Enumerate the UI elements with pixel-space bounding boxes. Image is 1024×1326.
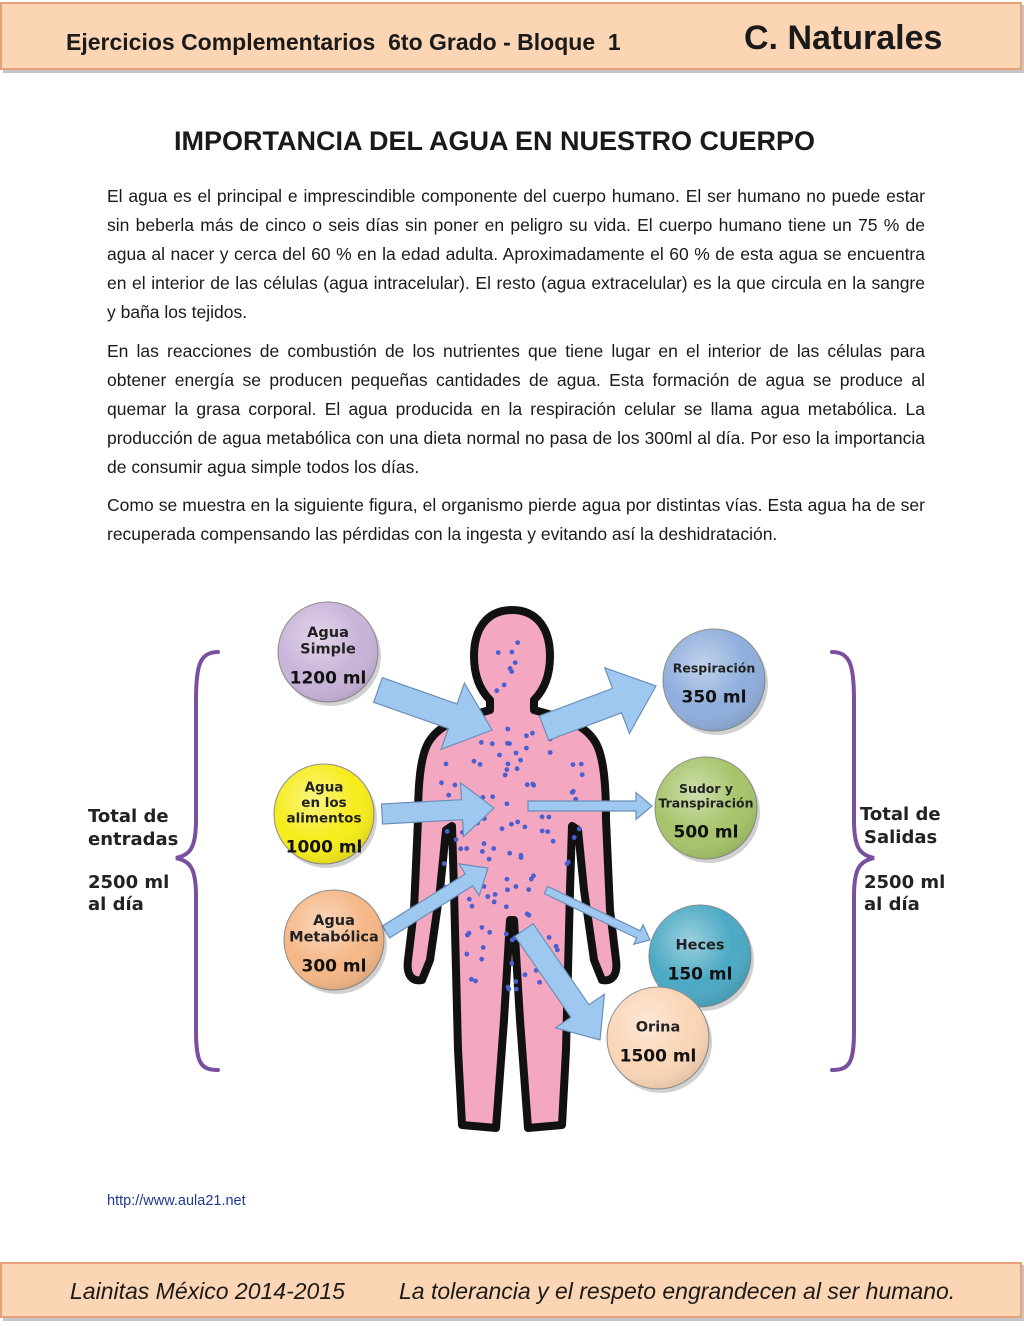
body-dot (480, 849, 485, 854)
circle-agua-alimentos-amount: 1000 ml (285, 837, 363, 858)
body-dot (514, 987, 519, 992)
circle-respiracion-label: Respiración (672, 660, 756, 676)
body-dot (442, 861, 447, 866)
body-dot (482, 841, 487, 846)
circle-agua-metabolica (284, 890, 387, 994)
body-dot (530, 782, 535, 787)
body-dot (548, 750, 553, 755)
body-dot (547, 935, 552, 940)
body-dot (504, 932, 509, 937)
footer-banner (0, 1262, 1022, 1318)
body-dot (515, 820, 520, 825)
body-dot (540, 814, 545, 819)
total-out-amount1: 2500 ml (864, 872, 946, 893)
water-balance-figure (0, 590, 1024, 1150)
total-in-amount2: al día (88, 894, 144, 915)
footer-school: Lainitas México 2014-2015 (70, 1278, 345, 1304)
body-dot (453, 783, 458, 788)
paragraph-3: Como se muestra en la siguiente figura, el organismo pierde agua por distintas vías. Esta agua ha de ser recuperada compensando las pérdidas con la ingesta y evitando así la deshidratación. (107, 495, 925, 544)
circle-agua-alimentos (274, 764, 377, 868)
circle-agua-simple-amount: 1200 ml (289, 668, 367, 689)
body-dot (523, 825, 528, 830)
total-in-line2: entradas (88, 829, 179, 850)
body-dot (479, 740, 484, 745)
body-dot (458, 846, 463, 851)
circle-agua-alimentos-label: alimentos (286, 810, 362, 827)
circle-heces-label: Heces (675, 937, 725, 954)
body-dot (509, 961, 514, 966)
body-dot (531, 873, 536, 878)
body-silhouette (408, 610, 617, 1128)
body-dot (465, 933, 470, 938)
circle-respiracion-amount: 350 ml (681, 687, 747, 708)
circle-sudor-amount: 500 ml (673, 822, 739, 843)
body-dot (439, 780, 444, 785)
body-dot (580, 772, 585, 777)
body-dot (472, 759, 477, 764)
body-dot (494, 688, 499, 693)
footer-motto: La tolerancia y el respeto engrandecen al ser humano. (399, 1278, 956, 1304)
body-dot (485, 894, 490, 899)
body-dot (547, 815, 552, 820)
body-dot (527, 913, 532, 918)
body-dot (579, 762, 584, 767)
body-dot (510, 650, 515, 655)
body-dot (467, 897, 472, 902)
body-dot (524, 746, 529, 751)
body-dot (514, 751, 519, 756)
body-dot (571, 762, 576, 767)
body-dot (504, 767, 509, 772)
body-dot (487, 930, 492, 935)
body-dot (473, 979, 478, 984)
body-dot (572, 835, 577, 840)
body-dot (505, 887, 510, 892)
circle-orina-label: Orina (635, 1019, 681, 1036)
right-brace (832, 652, 874, 1070)
total-out-line2: Salidas (864, 827, 938, 848)
total-inputs (88, 806, 178, 915)
body-dot (500, 826, 505, 831)
body-dot (514, 884, 519, 889)
body-dot (515, 766, 520, 771)
body-dot (530, 731, 535, 736)
circle-agua-metabolica-amount: 300 ml (301, 956, 367, 977)
body-dot (464, 846, 469, 851)
body-dot (545, 829, 550, 834)
total-out-amount2: al día (864, 894, 920, 915)
body-dot (570, 790, 575, 795)
circle-agua-alimentos-label: en los (301, 794, 347, 811)
circle-agua-simple-label: Simple (300, 641, 356, 658)
body-dot (540, 829, 545, 834)
circle-orina-amount: 1500 ml (619, 1046, 697, 1067)
body-dot (566, 860, 571, 865)
circle-sudor-label: Transpiración (658, 795, 754, 811)
body-dot (446, 793, 451, 798)
body-dot (481, 945, 486, 950)
total-in-amount1: 2500 ml (88, 872, 170, 893)
body-dot (496, 650, 501, 655)
body-dot (513, 660, 518, 665)
body-dot (504, 904, 509, 909)
body-dot (505, 727, 510, 732)
body-dot (478, 762, 483, 767)
total-in-line1: Total de (88, 806, 169, 827)
body-dot (526, 887, 531, 892)
body-dot (524, 733, 529, 738)
body-dot (502, 683, 507, 688)
circle-heces-amount: 150 ml (667, 964, 733, 985)
body-dot (519, 855, 524, 860)
body-dot (554, 944, 559, 949)
circle-agua-simple (278, 602, 381, 706)
body-dot (469, 977, 474, 982)
body-dot (551, 839, 556, 844)
body-dot (515, 640, 520, 645)
paragraph-2: En las reacciones de combustión de los nutrientes que tiene lugar en el interior de las células para obtener energía se producen pequeñas cantidades de agua. Esta formación de agua se produce al quemar la grasa corporal. El agua producida en la respiración celular se llama agua metabólica. La producción de agua metabólica con una dieta normal no pasa de los 300ml al día. Por eso la importancia de consumir agua simple todos los días. (107, 341, 925, 477)
arrow-respiracion (539, 668, 656, 741)
body-dot (464, 952, 469, 957)
body-dot (509, 822, 514, 827)
body-dot (506, 987, 511, 992)
body-dot (507, 851, 512, 856)
body-dot (503, 773, 508, 778)
total-out-line1: Total de (860, 804, 941, 825)
body-dot (510, 938, 515, 943)
body-dot (513, 979, 518, 984)
body-dot (490, 794, 495, 799)
body-dot (537, 980, 542, 985)
header-course: Ejercicios Complementarios 6to Grado - Bloque 1 (66, 29, 621, 55)
page-title: IMPORTANCIA DEL AGUA EN NUESTRO CUERPO (174, 126, 816, 156)
body-dot (479, 957, 484, 962)
body-dot (506, 762, 511, 767)
source-link[interactable]: http://www.aula21.net (107, 1193, 246, 1209)
body-dot (492, 900, 497, 905)
body-shape (408, 610, 617, 1128)
body-dot (508, 666, 513, 671)
body-dot (490, 741, 495, 746)
body-dot (507, 741, 512, 746)
header-banner (0, 2, 1022, 70)
circle-agua-alimentos-label: Agua (304, 779, 344, 796)
left-brace (176, 652, 218, 1070)
circle-sudor (655, 757, 760, 863)
body-dot (493, 892, 498, 897)
body-dot (505, 877, 510, 882)
body-dot (497, 753, 502, 758)
body-dot (525, 782, 530, 787)
body-dot (487, 857, 492, 862)
circle-agua-metabolica-label: Agua (313, 913, 355, 929)
body-dot (491, 846, 496, 851)
body-dot (470, 904, 475, 909)
body-dot (454, 837, 459, 842)
body-dot (445, 829, 450, 834)
body-dot (523, 972, 528, 977)
body-dot (480, 925, 485, 930)
paragraph-1: El agua es el principal e imprescindible componente del cuerpo humano. El ser humano no puede estar sin beberla más de cinco o seis días sin poner en peligro su vida. El cuerpo humano tiene un 75 % de agua al nacer y cerca del 60 % en la edad adulta. Aproximadamente el 60 % de esta agua se encuentra en el interior de las células (agua intracelular). El resto (agua extracelular) es la que circula en la sangre y baña los tejidos. (107, 186, 925, 322)
circle-agua-simple-label: Agua (307, 625, 349, 641)
circle-sudor-label: Sudor y (678, 781, 734, 796)
circle-agua-metabolica-label: Metabólica (289, 929, 379, 946)
body-dot (518, 758, 523, 763)
body-dot (444, 762, 449, 767)
body-dot (505, 801, 510, 806)
body-dot (577, 827, 582, 832)
header-subject: C. Naturales (744, 19, 943, 57)
circle-respiracion (663, 629, 768, 735)
